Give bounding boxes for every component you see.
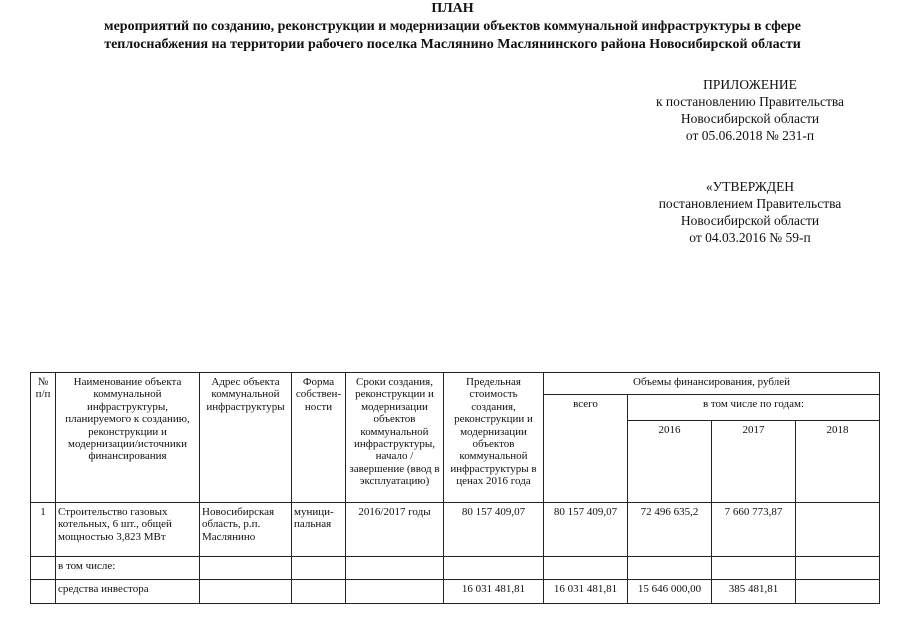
- approval-line: «УТВЕРЖДЕН: [705, 179, 795, 194]
- approval-header: [600, 178, 900, 246]
- cell-2018: [796, 557, 880, 580]
- cell-address: Новосибирская область, р.п. Маслянино: [200, 503, 292, 557]
- cell-2017: 385 481,81: [712, 580, 796, 604]
- header-year-2017: 2017: [712, 421, 796, 503]
- title-line: теплоснабжения на территории рабочего поселка Маслянино Маслянинского района Новосибирской области: [104, 37, 801, 52]
- cell-cost: 16 031 481,81: [444, 580, 544, 604]
- cell-cost: 80 157 409,07: [444, 503, 544, 557]
- cell-2018: [796, 503, 880, 557]
- cell-2016: [628, 557, 712, 580]
- header-num: № п/п: [31, 373, 56, 503]
- appendix-line: Новосибирской области: [680, 111, 820, 126]
- title-main: ПЛАН: [431, 1, 474, 16]
- cell-ownership: [292, 557, 346, 580]
- document-title: [0, 0, 905, 54]
- approval-line: постановлением Правительства: [658, 196, 842, 211]
- cell-name: средства инвестора: [56, 580, 200, 604]
- cell-2016: 15 646 000,00: [628, 580, 712, 604]
- cell-address: [200, 580, 292, 604]
- cell-terms: [346, 580, 444, 604]
- header-ownership: Форма собствен-ности: [292, 373, 346, 503]
- cell-2016: 72 496 635,2: [628, 503, 712, 557]
- header-cost: Предельная стоимость создания, реконструкции и модернизации объектов коммунальной инфраструктуры в ценах 2016 года: [444, 373, 544, 503]
- cell-terms: 2016/2017 годы: [346, 503, 444, 557]
- approval-line: Новосибирской области: [680, 213, 820, 228]
- cell-2018: [796, 580, 880, 604]
- table-row: [31, 580, 880, 604]
- cell-ownership: муници-пальная: [292, 503, 346, 557]
- cell-name: Строительство газовых котельных, 6 шт., общей мощностью 3,823 МВт: [56, 503, 200, 557]
- cell-address: [200, 557, 292, 580]
- appendix-header: [600, 76, 900, 144]
- header-funding: Объемы финансирования, рублей: [544, 373, 880, 395]
- cell-num: [31, 580, 56, 604]
- appendix-line: к постановлению Правительства: [655, 94, 845, 109]
- header-year-2016: 2016: [628, 421, 712, 503]
- cell-num: 1: [31, 503, 56, 557]
- cell-ownership: [292, 580, 346, 604]
- header-year-2018: 2018: [796, 421, 880, 503]
- title-line: мероприятий по созданию, реконструкции и модернизации объектов коммунальной инфраструктуры в сфере: [104, 19, 801, 34]
- cell-2017: [712, 557, 796, 580]
- plan-table: [30, 372, 880, 604]
- appendix-line: ПРИЛОЖЕНИЕ: [703, 77, 797, 92]
- header-total: всего: [544, 395, 628, 503]
- header-terms: Сроки создания, реконструкции и модернизации объектов коммунальной инфраструктуры, начало / завершение (ввод в эксплуатацию): [346, 373, 444, 503]
- approval-line: от 04.03.2016 № 59-п: [689, 230, 811, 245]
- cell-total: [544, 557, 628, 580]
- appendix-line: от 05.06.2018 № 231-п: [685, 128, 815, 143]
- cell-name: в том числе:: [56, 557, 200, 580]
- header-address: Адрес объекта коммунальной инфраструктуры: [200, 373, 292, 503]
- cell-total: 80 157 409,07: [544, 503, 628, 557]
- cell-num: [31, 557, 56, 580]
- table-row: [31, 503, 880, 557]
- table-row: [31, 557, 880, 580]
- cell-total: 16 031 481,81: [544, 580, 628, 604]
- cell-terms: [346, 557, 444, 580]
- header-by-years: в том числе по годам:: [628, 395, 880, 421]
- cell-2017: 7 660 773,87: [712, 503, 796, 557]
- header-name: Наименование объекта коммунальной инфраструктуры, планируемого к созданию, реконструкции и модернизации/источники финансирования: [56, 373, 200, 503]
- cell-cost: [444, 557, 544, 580]
